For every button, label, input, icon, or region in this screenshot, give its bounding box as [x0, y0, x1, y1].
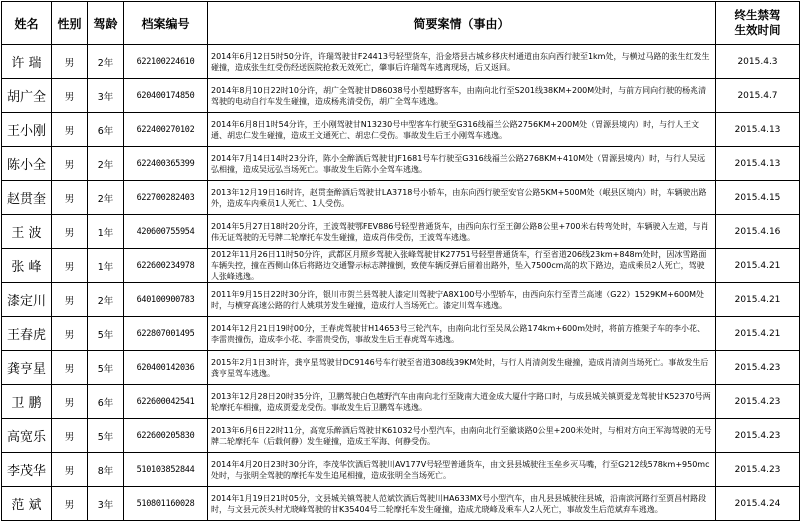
cell-age: 1年 — [88, 249, 124, 283]
cell-sex: 男 — [52, 113, 88, 147]
cell-age: 3年 — [88, 487, 124, 521]
cell-id: 622700282403 — [124, 181, 208, 215]
header-sex: 性别 — [52, 2, 88, 45]
cell-sex: 男 — [52, 249, 88, 283]
cell-id: 420600755954 — [124, 215, 208, 249]
table-row — [2, 79, 800, 113]
cell-sex: 男 — [52, 419, 88, 453]
cell-name: 王小刚 — [2, 113, 52, 147]
cell-name: 李茂华 — [2, 453, 52, 487]
table-row — [2, 317, 800, 351]
banned-drivers-table — [1, 1, 800, 521]
brief-text: 2015年2月1日3时许，龚亨星驾驶甘DC9146号车行驶至省道308线39KM处时，与行人肖清剑发生碰撞，造成肖清剑当场死亡。事故发生后龚亨星驾车逃逸。 — [211, 357, 709, 378]
cell-sex: 男 — [52, 385, 88, 419]
cell-id: 622400365399 — [124, 147, 208, 181]
cell-brief — [208, 283, 716, 317]
cell-brief — [208, 385, 716, 419]
cell-date: 2015.4.13 — [716, 113, 800, 147]
header-date-line1: 终生禁驾 — [734, 8, 781, 22]
cell-age: 1年 — [88, 215, 124, 249]
cell-id: 510103852844 — [124, 453, 208, 487]
cell-date: 2015.4.3 — [716, 45, 800, 79]
cell-date: 2015.4.13 — [716, 147, 800, 181]
cell-brief — [208, 181, 716, 215]
brief-text: 2013年6月6日22时11分，高宽乐醉酒后驾驶甘K61032号小型汽车，由南向北行至徽谈路0公里+200米处时，与相对方向王军海驾驶的无号牌二轮摩托车（后载何静）发生碰撞，造成王军海、何静受伤。 — [211, 425, 712, 446]
cell-date: 2015.4.21 — [716, 317, 800, 351]
header-date — [716, 2, 800, 45]
table-row — [2, 113, 800, 147]
brief-text: 2014年6月12日5时50分许，许瑞驾驶甘F24413号轻型货车，沿金塔县古城乡移庆村通道由东向西行驶至1km处，与横过马路的张生红发生碰撞，造成张生红受伤经送医院抢救无效死亡，肇事后许瑞驾车逃离现场，后又返回。 — [211, 51, 710, 72]
cell-name: 范 斌 — [2, 487, 52, 521]
cell-age: 5年 — [88, 351, 124, 385]
table-row — [2, 385, 800, 419]
cell-brief — [208, 113, 716, 147]
cell-id: 622807001495 — [124, 317, 208, 351]
cell-id: 510801160028 — [124, 487, 208, 521]
cell-id: 622600205830 — [124, 419, 208, 453]
cell-brief — [208, 453, 716, 487]
cell-date: 2015.4.24 — [716, 487, 800, 521]
cell-name: 胡广全 — [2, 79, 52, 113]
brief-text: 2014年1月19日21时05分，文县城关镇驾驶人范斌饮酒后驾驶川HA633MX号小型汽车，由凡县县城驶往县城，沿南滨河路行至贾昌村路段时，与文县元茨头村尤晓峰驾驶的甘K35404号二轮摩托车发生碰撞，造成尤晓峰及乘车人2人死亡，事故发生后范斌弃车逃逸。 — [211, 493, 707, 514]
cell-sex: 男 — [52, 317, 88, 351]
cell-brief — [208, 249, 716, 283]
cell-sex: 男 — [52, 147, 88, 181]
table-row — [2, 283, 800, 317]
cell-name: 龚亨星 — [2, 351, 52, 385]
cell-id: 620400142036 — [124, 351, 208, 385]
cell-name: 陈小全 — [2, 147, 52, 181]
cell-age: 6年 — [88, 113, 124, 147]
brief-text: 2013年12月19日16时许，赵贯奎醉酒后驾驶甘LA3718号小轿车，由东向西行驶至安官公路5KM+500M处（岷县区境内）时，车辆驶出路外，造成车内乘员1人死亡、1人受伤。 — [211, 187, 707, 208]
brief-text: 2014年8月10日22时10分许，胡广全驾驶甘D86038号小型越野客车，由南向北行至S201线38KM+200M处时，与前方同向行驶的杨兆清驾驶的电动自行车发生碰撞，造成杨兆清受伤，胡广全驾车逃逸。 — [211, 85, 707, 106]
cell-name: 张 峰 — [2, 249, 52, 283]
cell-brief — [208, 147, 716, 181]
cell-sex: 男 — [52, 351, 88, 385]
cell-age: 2年 — [88, 147, 124, 181]
brief-text: 2013年12月28日20时35分许，卫鹏驾驶白色越野汽车由南向北行至陇南大道金成大厦什字路口时，与成县城关镇贾爱龙驾驶甘K52370号两轮摩托车相撞，造成贾爱龙受伤。事故发生后卫鹏驾车逃逸。 — [211, 391, 711, 412]
table-row — [2, 215, 800, 249]
header-row — [2, 2, 800, 45]
header-id: 档案编号 — [124, 2, 208, 45]
cell-brief — [208, 215, 716, 249]
cell-brief — [208, 419, 716, 453]
cell-age: 2年 — [88, 181, 124, 215]
cell-sex: 男 — [52, 487, 88, 521]
cell-age: 6年 — [88, 385, 124, 419]
brief-text: 2014年5月27日18时20分许，王波驾驶鄂FEV886号轻型普通货车，由西向东行至王御公路8公里+700米右转弯处时，车辆驶入左道，与肖伟无证驾驶的无号牌二轮摩托车发生碰撞，造成肖伟受伤，王波驾车逃逸。 — [211, 221, 709, 242]
header-name: 姓名 — [2, 2, 52, 45]
cell-id: 622100224610 — [124, 45, 208, 79]
cell-brief — [208, 487, 716, 521]
header-age: 驾龄 — [88, 2, 124, 45]
table-row — [2, 351, 800, 385]
table-row — [2, 249, 800, 283]
cell-id: 622400270102 — [124, 113, 208, 147]
cell-brief — [208, 79, 716, 113]
cell-age: 5年 — [88, 419, 124, 453]
cell-brief — [208, 45, 716, 79]
cell-date: 2015.4.21 — [716, 249, 800, 283]
cell-date: 2015.4.23 — [716, 453, 800, 487]
table-row — [2, 453, 800, 487]
brief-text: 2014年6月8日1时54分许，王小刚驾驶甘N13230号中型客车行驶至G316线福兰公路2756KM+200M处（胃源县境内）时，与行人王文通、胡忠仁发生碰撞，造成王文通死亡、胡忠仁受伤。事故发生后王小刚驾车逃逸。 — [211, 119, 700, 140]
cell-date: 2015.4.16 — [716, 215, 800, 249]
brief-text: 2014年4月20日23时30分许，李茂华饮酒后驾驶川AV177V号轻型普通货车，由文县县城驶往玉垒乡灭马嘴，行至G212线578km+950mc处时，与张明全驾驶的摩托车发生追尾相撞，造成张明全当场死亡。 — [211, 459, 710, 480]
cell-sex: 男 — [52, 45, 88, 79]
header-brief: 简要案情（事由） — [208, 2, 716, 45]
cell-name: 许 瑞 — [2, 45, 52, 79]
cell-date: 2015.4.23 — [716, 385, 800, 419]
cell-age: 2年 — [88, 45, 124, 79]
cell-id: 640100900783 — [124, 283, 208, 317]
cell-date: 2015.4.7 — [716, 79, 800, 113]
cell-sex: 男 — [52, 453, 88, 487]
table-row — [2, 419, 800, 453]
cell-sex: 男 — [52, 181, 88, 215]
cell-name: 赵贯奎 — [2, 181, 52, 215]
table-row — [2, 147, 800, 181]
header-date-line2: 生效时间 — [734, 23, 781, 37]
cell-age: 5年 — [88, 317, 124, 351]
cell-id: 620400174850 — [124, 79, 208, 113]
cell-age: 3年 — [88, 79, 124, 113]
cell-date: 2015.4.23 — [716, 419, 800, 453]
cell-age: 8年 — [88, 453, 124, 487]
table-row — [2, 45, 800, 79]
brief-text: 2014年12月21日19时00分，王春虎驾驶甘H14653号三轮汽车，由南向北行至吴凤公路174km+600m处时，将前方推架子车的李小花、李雷贵撞伤，造成李小花、李雷贵受伤，事故发生后王春虎驾车逃逸。 — [211, 323, 705, 344]
cell-age: 2年 — [88, 283, 124, 317]
cell-name: 王春虎 — [2, 317, 52, 351]
cell-id: 622600234978 — [124, 249, 208, 283]
cell-date: 2015.4.21 — [716, 283, 800, 317]
cell-date: 2015.4.23 — [716, 351, 800, 385]
table-row — [2, 487, 800, 521]
cell-sex: 男 — [52, 283, 88, 317]
brief-text: 2012年11月26日11时50分许，武都区月照乡驾驶入张峰驾驶甘K27751号轻型普通货车，行至省道206线23km+848m处时，因冰雪路面车辆失控，撞在西侧山体后将路边交通警示标志牌撞倒，致使车辆反弹后留着出路外，坠入7500cm高的坎下路边，造成乘员2人死亡，驾驶人张峰逃逸。 — [211, 250, 707, 281]
cell-sex: 男 — [52, 79, 88, 113]
cell-name: 卫 鹏 — [2, 385, 52, 419]
cell-name: 漆定川 — [2, 283, 52, 317]
table-row — [2, 181, 800, 215]
cell-date: 2015.4.15 — [716, 181, 800, 215]
cell-sex: 男 — [52, 215, 88, 249]
brief-text: 2014年7月14日14时23分许，陈小全醉酒后驾驶甘JF1681号车行驶至G316线福兰公路2768KM+410M处（胃源县境内）时，与行人吴远弘相撞，造成吴远弘当场死亡。事故发生后陈小全驾车逃逸。 — [211, 153, 706, 174]
cell-brief — [208, 317, 716, 351]
cell-brief — [208, 351, 716, 385]
cell-id: 622600042541 — [124, 385, 208, 419]
brief-text: 2011年9月15日22时30分许，银川市贺兰县驾驶人漆定川驾驶宁A8X100号小型轿车，由西向东行至青兰高速（G22）1529KM+600M处时，与横穿高速公路的行人姚琪芳发生碰撞，造成行人当场死亡。漆定川驾车逃逸。 — [211, 289, 705, 310]
cell-name: 王 波 — [2, 215, 52, 249]
cell-name: 高宽乐 — [2, 419, 52, 453]
